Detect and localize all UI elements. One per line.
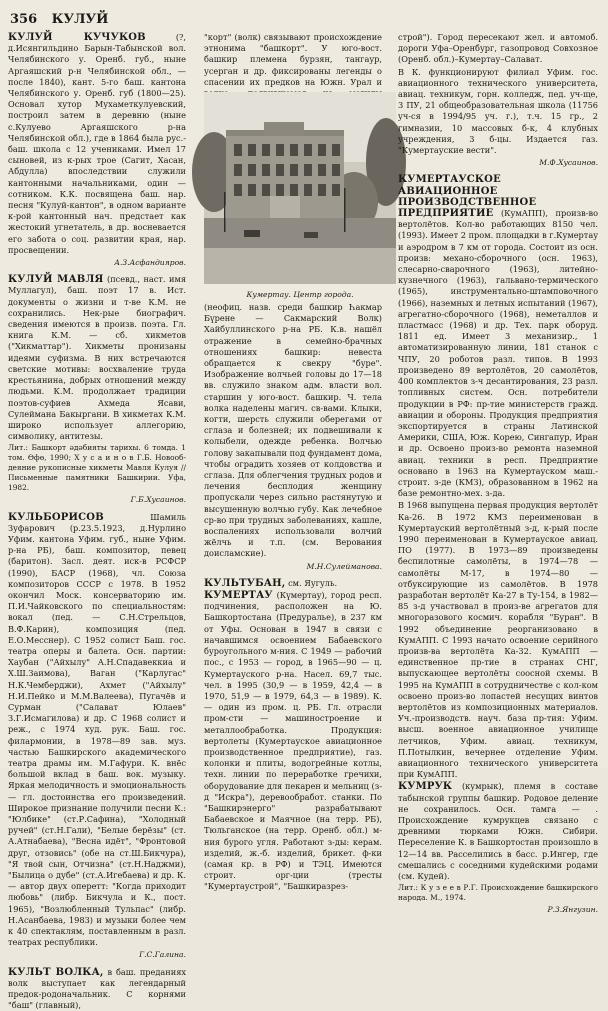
entry-kult-volka xyxy=(8,967,186,1011)
entry-title: КУМЕРТАУ xyxy=(204,590,273,602)
column-1 xyxy=(8,32,186,1011)
page-number: 356 xyxy=(10,12,38,27)
entry-kuluy-kuchukov xyxy=(8,32,186,256)
page-header xyxy=(10,12,598,32)
entry-title: КУМЕРТАУСКОЕ АВИАЦИОННОЕ ПРОИЗВОДСТВЕННОЕ ПРЕДПРИЯТИЕ xyxy=(398,174,537,220)
entry-text: (кумрык), племя в составе табынской группы башкир. Родовое деление не сохранилось. Осн. тамга — . Происхождение кумрукцев связано с древними тюрками Южн. Сибири. Переселение К. в Башкортостан произошло в 12—14 вв. Расселились в басс. р.Ингер, где смешались с соседними кудейскими родами (см. Кудей). xyxy=(398,781,598,882)
column-3 xyxy=(398,32,599,915)
author-signature: Г.С.Галина. xyxy=(139,950,186,960)
entry-text: "корт" (волк) связывают происхождение этнонима "башкорт". У юго-вост. башкир племена бурзян, тангаур, усерган и др. фиксированы легенды о спасении их предков на Южн. Урал и xyxy=(204,32,382,87)
author-signature: М.Ф.Хусаинов. xyxy=(539,158,598,168)
entry-text: в баш. преданиях волк выступает как легендарный предок-родоначальник. С корнями "баш" (главный), xyxy=(8,966,186,1011)
author-signature: Р.З.Янгузин. xyxy=(547,905,598,915)
entry-text: (?, д.Исянгильдино Барын-Табынской вол. Челябинского у. Оренб. губ., ныне Аргаяшский р-н Челябинской обл., — после 1840), кант. 5-го баш. кантона Челябинского у. Оренб. губ (1800—25). Основал хутор Мухаметкулуевский, построил затем в деревню (ныне с.Кулуево Аргаяшского р-на Челябинской обл.), где в 1864 была рус.-баш. школа с 12 учениками. Имел 17 сыновей, из к-рых трое (Сагит, Хасан, Абдулла) впоследствии служили кантонными начальниками, один — сотником. К.К. посвящена баш. нар. песня "Кулуй-кантон", в одном варианте к-рой кантонный нач. предстает как жестокий угнетатель, в др. восневается его забота о соц. развитии края, нар. просвещении. xyxy=(8,32,186,255)
entry-text: (Күмертау), город респ. подчинения, расположен на Ю. Башкортостана (Предуралье), в 237 км от Уфы. Основан в 1947 в связи с начавшимся освоением Бабаевского буроугольного м-ния. С 1949 — рабочий пос., с 1953 — город, в 1965—90 — ц. Кумертауского р-на. Насел. 69,7 тыс. чел. в 1995 (30,9 — в 1959, 42,4 — в 1970, 51,9 — в 1979, 64,3 — в 1989). К. — один из пром. ц. РБ. Гл. отрасли пром-сти — машиностроение и металлообработка. Продукция: вертолеты (Кумертауское авиационное производственное предприятие), газ. колонки и плиты, водогрейные котлы, техн. линии по переработке гречихи, оборудование для пекарен и мельниц (з-д "Искра"), деревообработ. станки. По "Башкирэнерго" разрабатывают Бабаевское и Маячное (на терр. РБ), Тюльганское (на терр. Оренб. обл.) м-ния бурого угля. Работают з-ды: керам. изделий, ж.-б. изделий, брикет. ф-ки (самая кр. в РФ) и ТЭЦ. Имеются строит. орг-ции (тресты "Кумертаустрой", "Башкиразрез- xyxy=(204,590,382,892)
column-2-bottom xyxy=(204,302,382,892)
author-signature: А.З.Асфандияров. xyxy=(114,258,186,268)
column-2-top xyxy=(204,32,382,88)
entry-text: В 1968 выпущена первая продукция вертолёт Ка-26. В 1972 КМЗ переименован в Кумертауский вертолётный з-д, к-рый после 1990 переименован в Кумертауское авиац. ПО (1977). В 1973—89 произведены беспилотные самолёты, в 1974—78 — самолёты М-17, в 1974—80 — отбуксирующие из самолётов. В 1978 разработан вертолёт Ка-27 в Ту-154, в 1982—85 з-д участвовал в произ-ве агрегатов для многоразового космич. корабля "Буран". В 1992 объединение реорганизовано в КумАПП. С 1993 начато освоение серийного произв-ва вертолёта Ка-32. КумАПП — единственное пр-тие в странах СНГ, выпускающее вертолёты соосной схемы. В 1995 на КумАПП в сотрудничестве с кол-ком освоено произ-во лопастей несущих винтов вертолётов из композиционных материалов. Уч.-производств. науч. база пр-тия: Уфим. высш. военное авиационное училище летчиков, Уфим. авиац. техникум, П.Потылкин, вечернее отделение Уфим. авиационного технического университета при КумАПП. xyxy=(398,500,598,780)
literature-note: Лит.: К у з е е в Р.Г. Происхождение башкирского народа. М., 1974. xyxy=(398,883,598,903)
author-signature: М.Н.Сулейманова. xyxy=(306,561,382,571)
city-photo xyxy=(204,92,396,284)
entry-text: (КумАПП), произв-во вертолётов. Кол-во работающих 8150 чел. (1993). Имеет 2 пром. площадки в г.Кумертау и аэродром в 7 км от города. Состоит из осн. произв: механо-сборочного (осн. 1963), слесарно-сварочного (1963), литейно-кузнечного (1963), гальвано-термического (1965), инструментально-штамповочного (1966), наземных и летных испытаний (1967), агрегатно-сборочного (1968), неметаллов и пластмасс (1968) и др. Тех. парк оборуд. 1811 ед. Имеет 3 механизир., 1 автоматизированную линии, 181 станок с ЧПУ, 20 роботов разл. типов. В 1993 произведено 89 вертолётов, 20 самолётов, 400 комплектов з-ч десантирования, 23 разл. топливных систем. Осн. потребители продукции в РФ: пр-тие министерств гражд. авиации и обороны. Продукция предприятия экспортируется в страны Латинской Америки, США, Юж. Корею, Сингапур, Иран и др. Освоено произ-во ремонта наземной авиац. техники в респ. Предприятие основано в 1963 на Кумертауском маш.-строит. з-де (КМЗ), образованном в 1962 на базе ремонтно-мех. з-да. xyxy=(398,208,599,499)
kumertau-city-center-photo xyxy=(204,92,396,284)
literature-note: Лит.: Башкорт әдәбияты тарихы. 6 томда. 1 том. Өфө, 1990; Х у с а и н о в Г.Б. Новооб- деяние рукописные хикметы Мавля Кулуя // Письменные памятники Башкирии. Уфа, 1982. xyxy=(8,443,186,493)
entry-title: КУЛУЙ КУЧУКОВ xyxy=(8,32,146,43)
entry-text: см. Яугуль. xyxy=(288,577,338,588)
entry-kumertau xyxy=(204,590,382,892)
entry-title: КУЛЬТ ВОЛКА, xyxy=(8,966,104,978)
entry-text: строй"). Город пересекают жел. и автомоб. дороги Уфа–Оренбург, газопровод Совхозное (Оренб. обл.)–Кумертау–Салават. xyxy=(398,32,598,65)
entry-kumruk xyxy=(398,781,598,882)
entry-title: КУЛУЙ МАВЛЯ xyxy=(8,274,104,286)
entry-text: В К. функционируют филиал Уфим. гос. авиационного технического университета, авиац. техникум, горн. колледж, пед. уч-ще, 3 ПУ, 21 общеобразовательная школа (11756 уч-ся в 1994/95 уч. г.), т.ч. 15 гр., 2 гимназии, 10 массовых б-к, 4 клубных учреждения, 3 б-цы. Издается газ. "Кумертауские вести". xyxy=(398,66,598,156)
running-title: КУЛУЙ xyxy=(51,12,109,27)
entry-text: (псевд., наст. имя Муллагул), баш. поэт 17 в. Ист. документы о жизни и т-ве К.М. не сохранились. Нек-рые биографич. сведения имеются в произв. поэта. Гл. книга К.М. — сб. хикметов ("Хикматтар"). Хикметы пронизаны идеями суфизма. В них встречаются светские мотивы: восхваление труда крестьянина, добрых отношений между людьми. К.М. продолжает традиции поэтов-суфиев Ахмеда Ясави, Сулеймана Бакыргани. В хикметах К.М. широко использует аллегорию, символику, антитезы. xyxy=(8,274,186,442)
entry-text: Шамиль Зуфарович (р.23.5.1923, д.Нурлино Уфим. кантона Уфим. губ., ныне Уфим. р-на РБ), баш. композитор, певец (баритон). Засл. деят. иск-в РСФСР (1990), БАСР (1968), чл. Союза композиторов СССР с 1978. В 1952 окончил Моск. консерваторию им. П.И.Чайковского по специальностям: вокал (пед. — С.Н.Стрельцов, В.Ф.Карин), композиция (пед. Е.О.Месснер). С 1952 солист Баш. гос. театра оперы и балета. Осн. партии: Хаубан ("Айхылу" А.Н.Спадавеккиа и Х.Ш.Заимова), Ваган ("Карлугас" Н.К.Чемберджи), Ахмет ("Айхылу" Н.И.Пейко и М.М.Валеева), Пугачёв и Сурман ("Салават Юлаев" З.Г.Исмагилова) и др. С 1968 солист и реж., с 1974 худ. рук. Баш. гос. филармонии, в 1978—89 зав. муз. частью Башкирского академического театра драмы им. М.Гафури. К. внёс большой вклад в баш. вок. музыку. Яркая мелодичность и эмоциональность — гл. достоинства его произведений. Широкое признание получили песни К.: "Юлбике" (ст.Р.Сафина), "Холодный ручей" (ст.Н.Гали), "Белые берёзы" (ст. А.Атнабаева), "Весна идёт", "Фронтовой друг, отзовись" (обе на ст.Ш.Бикчура), "Я твой сын, Отчизна" (ст.Н.Наджми), "Былица о дубе" (ст.А.Игебаева) и др. К. — автор двух оперетт: "Когда приходит любовь" (либр. Бикчула и К., пост. 1965), "Возлюбленный Тульпас" (либр. Н.Асанбаева, 1983) и музыки более чем к 40 спектаклям, поставленным в разл. театрах республики. xyxy=(8,511,186,948)
entry-text: (неофиц. назв. среди башкир Һакмар Бүрене — Сакмарский Волк) Хайбуллинского р-на РБ. К.в. нашёл отражение в семейно-брачных отношениях башкир: невеста обращается к свекру "буре". Изображение волчьей головы до 17—18 вв. служило знаком адм. власти вол. старшин у юго-вост. башкир. Ч. тела волка наделены магич. св-вами. Клыки, когти, шерсть служили оберегами от сглаза и болезней; их подвешивали к колыбели, одежде ребенка. Волчью голову закапывали под фундамент дома, чтобы оградить хозяев от колдовства и сглаза. Для облегчения трудных родов и лечения бесплодия женщину пропускали через сильно растянутую и высушенную волчью губу. Как лечебное ср-во при трудных заболеваниях, кашле, воспалениях использовали волчий жёлчь и т.п. (см. Верования доисламские). xyxy=(204,302,382,559)
entry-title: КУМРУК xyxy=(398,781,453,793)
entry-kumapp xyxy=(398,174,598,499)
author-signature: Г.Б.Хусаинов. xyxy=(130,495,186,505)
entry-kuluy-mavlya xyxy=(8,274,186,442)
entry-title: КУЛЬТУБАН, xyxy=(204,577,286,589)
entry-kulborisov xyxy=(8,512,186,949)
entry-title: КУЛЬБОРИСОВ xyxy=(8,511,104,523)
photo-caption: Кумертау. Центр города. xyxy=(246,290,354,299)
entry-kultuban xyxy=(204,578,382,589)
